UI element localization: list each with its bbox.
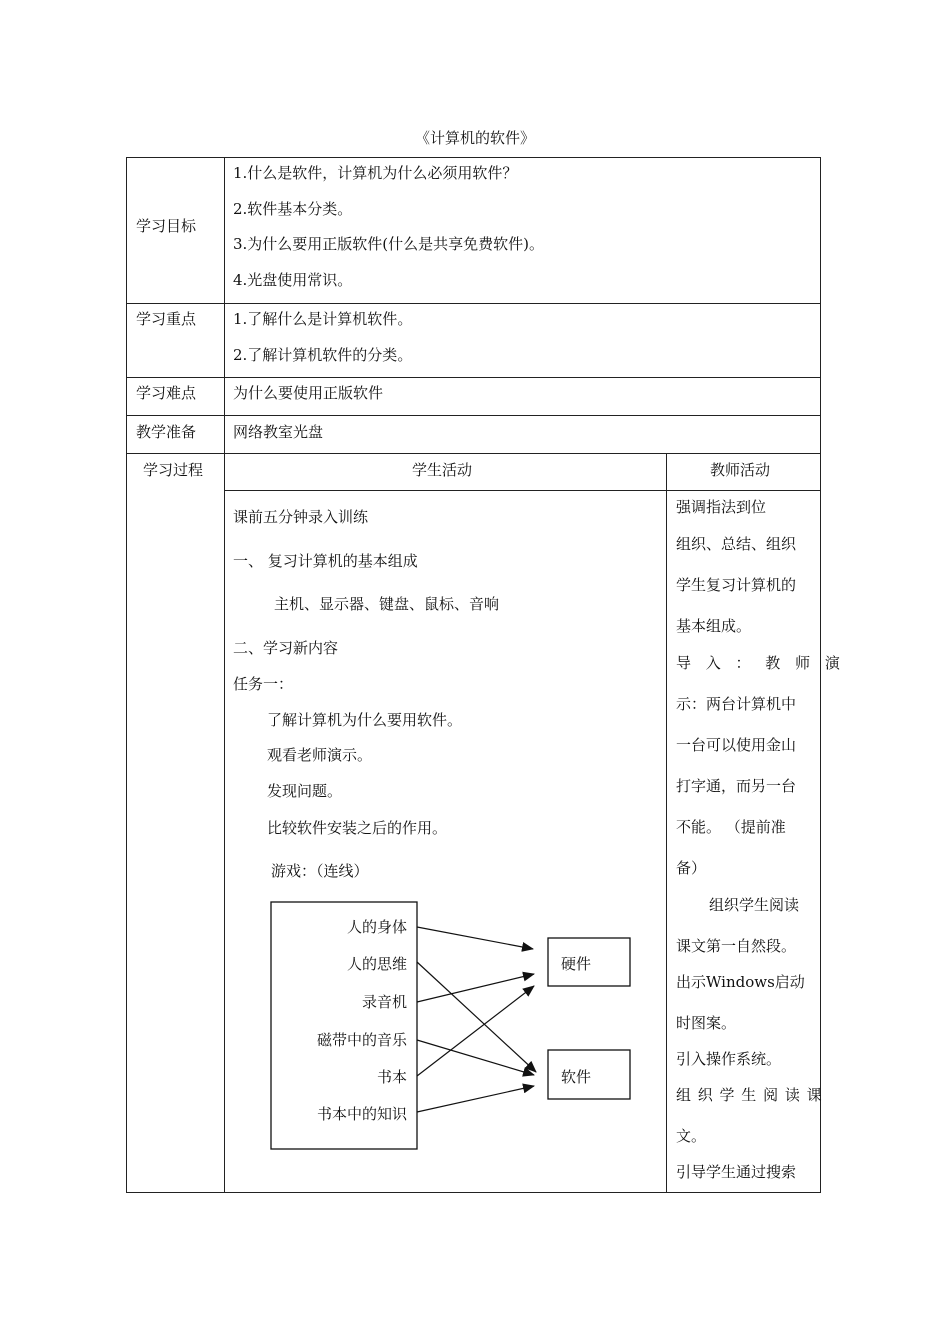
teacher-line: 时图案。: [676, 1014, 737, 1032]
task-item: 了解计算机为什么要用软件。: [267, 711, 463, 729]
teacher-line: 学生复习计算机的: [676, 576, 797, 594]
task-title: 任务一：: [233, 675, 294, 693]
left-item: 录音机: [361, 993, 407, 1011]
process-label: 学习过程: [143, 461, 204, 479]
teacher-line: 强调指法到位: [676, 498, 767, 516]
review-items: 主机、显示器、键盘、鼠标、音响: [274, 595, 500, 613]
table-border-bottom: [126, 1192, 821, 1193]
left-item: 书本: [376, 1068, 407, 1086]
table-border-right: [820, 157, 821, 1193]
teacher-line: 文。: [676, 1127, 707, 1145]
key-point-item: 2.了解计算机软件的分类。: [233, 346, 413, 364]
table-border-top: [126, 157, 821, 158]
key-point-item: 1.了解什么是计算机软件。: [233, 310, 413, 328]
task-item: 比较软件安装之后的作用。: [267, 819, 448, 837]
teacher-line: 打字通，而另一台: [676, 777, 797, 795]
goal-item: 3.为什么要用正版软件(什么是共享免费软件)。: [233, 235, 545, 253]
difficulty-label: 学习难点: [136, 384, 197, 402]
goal-item: 4.光盘使用常识。: [233, 271, 353, 289]
row-divider: [126, 453, 821, 454]
teacher-line: 课文第一自然段。: [676, 937, 797, 955]
teacher-line: 组织、总结、组织: [676, 535, 797, 553]
task-item: 观看老师演示。: [267, 746, 373, 764]
review-title: 一、 复习计算机的基本组成: [233, 552, 418, 570]
teacher-line: 不能。 （提前准: [676, 818, 786, 836]
match-arrow: [417, 962, 536, 1072]
teacher-line: 示：两台计算机中: [676, 695, 797, 713]
goal-item: 1.什么是软件，计算机为什么必须用软件？: [233, 164, 518, 182]
row-divider: [126, 377, 821, 378]
match-arrow: [417, 1040, 534, 1075]
match-arrow: [417, 1086, 534, 1112]
teacher-line: 备）: [676, 859, 707, 877]
left-item: 人的思维: [346, 955, 407, 973]
row-divider: [126, 415, 821, 416]
process-column-divider: [666, 453, 667, 1193]
match-arrow: [417, 986, 534, 1076]
goals-label: 学习目标: [136, 217, 197, 235]
game-title: 游戏：（连线）: [271, 862, 369, 880]
warmup-text: 课前五分钟录入训练: [233, 508, 369, 526]
new-content-title: 二、学习新内容: [233, 639, 339, 657]
document-title: 《计算机的软件》: [414, 129, 535, 147]
column-divider: [224, 157, 225, 1193]
hardware-label: 硬件: [561, 955, 592, 973]
matching-diagram: [268, 898, 638, 1154]
preparation-label: 教学准备: [136, 423, 197, 441]
left-item: 书本中的知识: [316, 1105, 407, 1123]
teacher-line: 出示Windows启动: [676, 973, 805, 991]
left-item: 人的身体: [346, 918, 407, 936]
teacher-line: 引导学生通过搜索: [676, 1163, 797, 1181]
key-points-label: 学习重点: [136, 310, 197, 328]
teacher-line: 组织学生阅读: [709, 896, 800, 914]
teacher-line: 组 织 学 生 阅 读 课: [676, 1086, 823, 1104]
teacher-activity-header: 教师活动: [710, 461, 771, 479]
difficulty-text: 为什么要使用正版软件: [233, 384, 384, 402]
match-arrow: [417, 927, 533, 949]
teacher-line: 基本组成。: [676, 617, 752, 635]
table-border-left: [126, 157, 127, 1193]
software-label: 软件: [561, 1068, 592, 1086]
row-divider: [126, 303, 821, 304]
teacher-line: 导 入 ： 教 师 演: [676, 654, 845, 672]
student-activity-header: 学生活动: [412, 461, 473, 479]
preparation-text: 网络教室光盘: [233, 423, 324, 441]
goal-item: 2.软件基本分类。: [233, 200, 353, 218]
task-item: 发现问题。: [267, 782, 343, 800]
teacher-line: 引入操作系统。: [676, 1050, 782, 1068]
left-item: 磁带中的音乐: [316, 1031, 407, 1049]
teacher-line: 一台可以使用金山: [676, 736, 797, 754]
header-divider: [224, 490, 821, 491]
